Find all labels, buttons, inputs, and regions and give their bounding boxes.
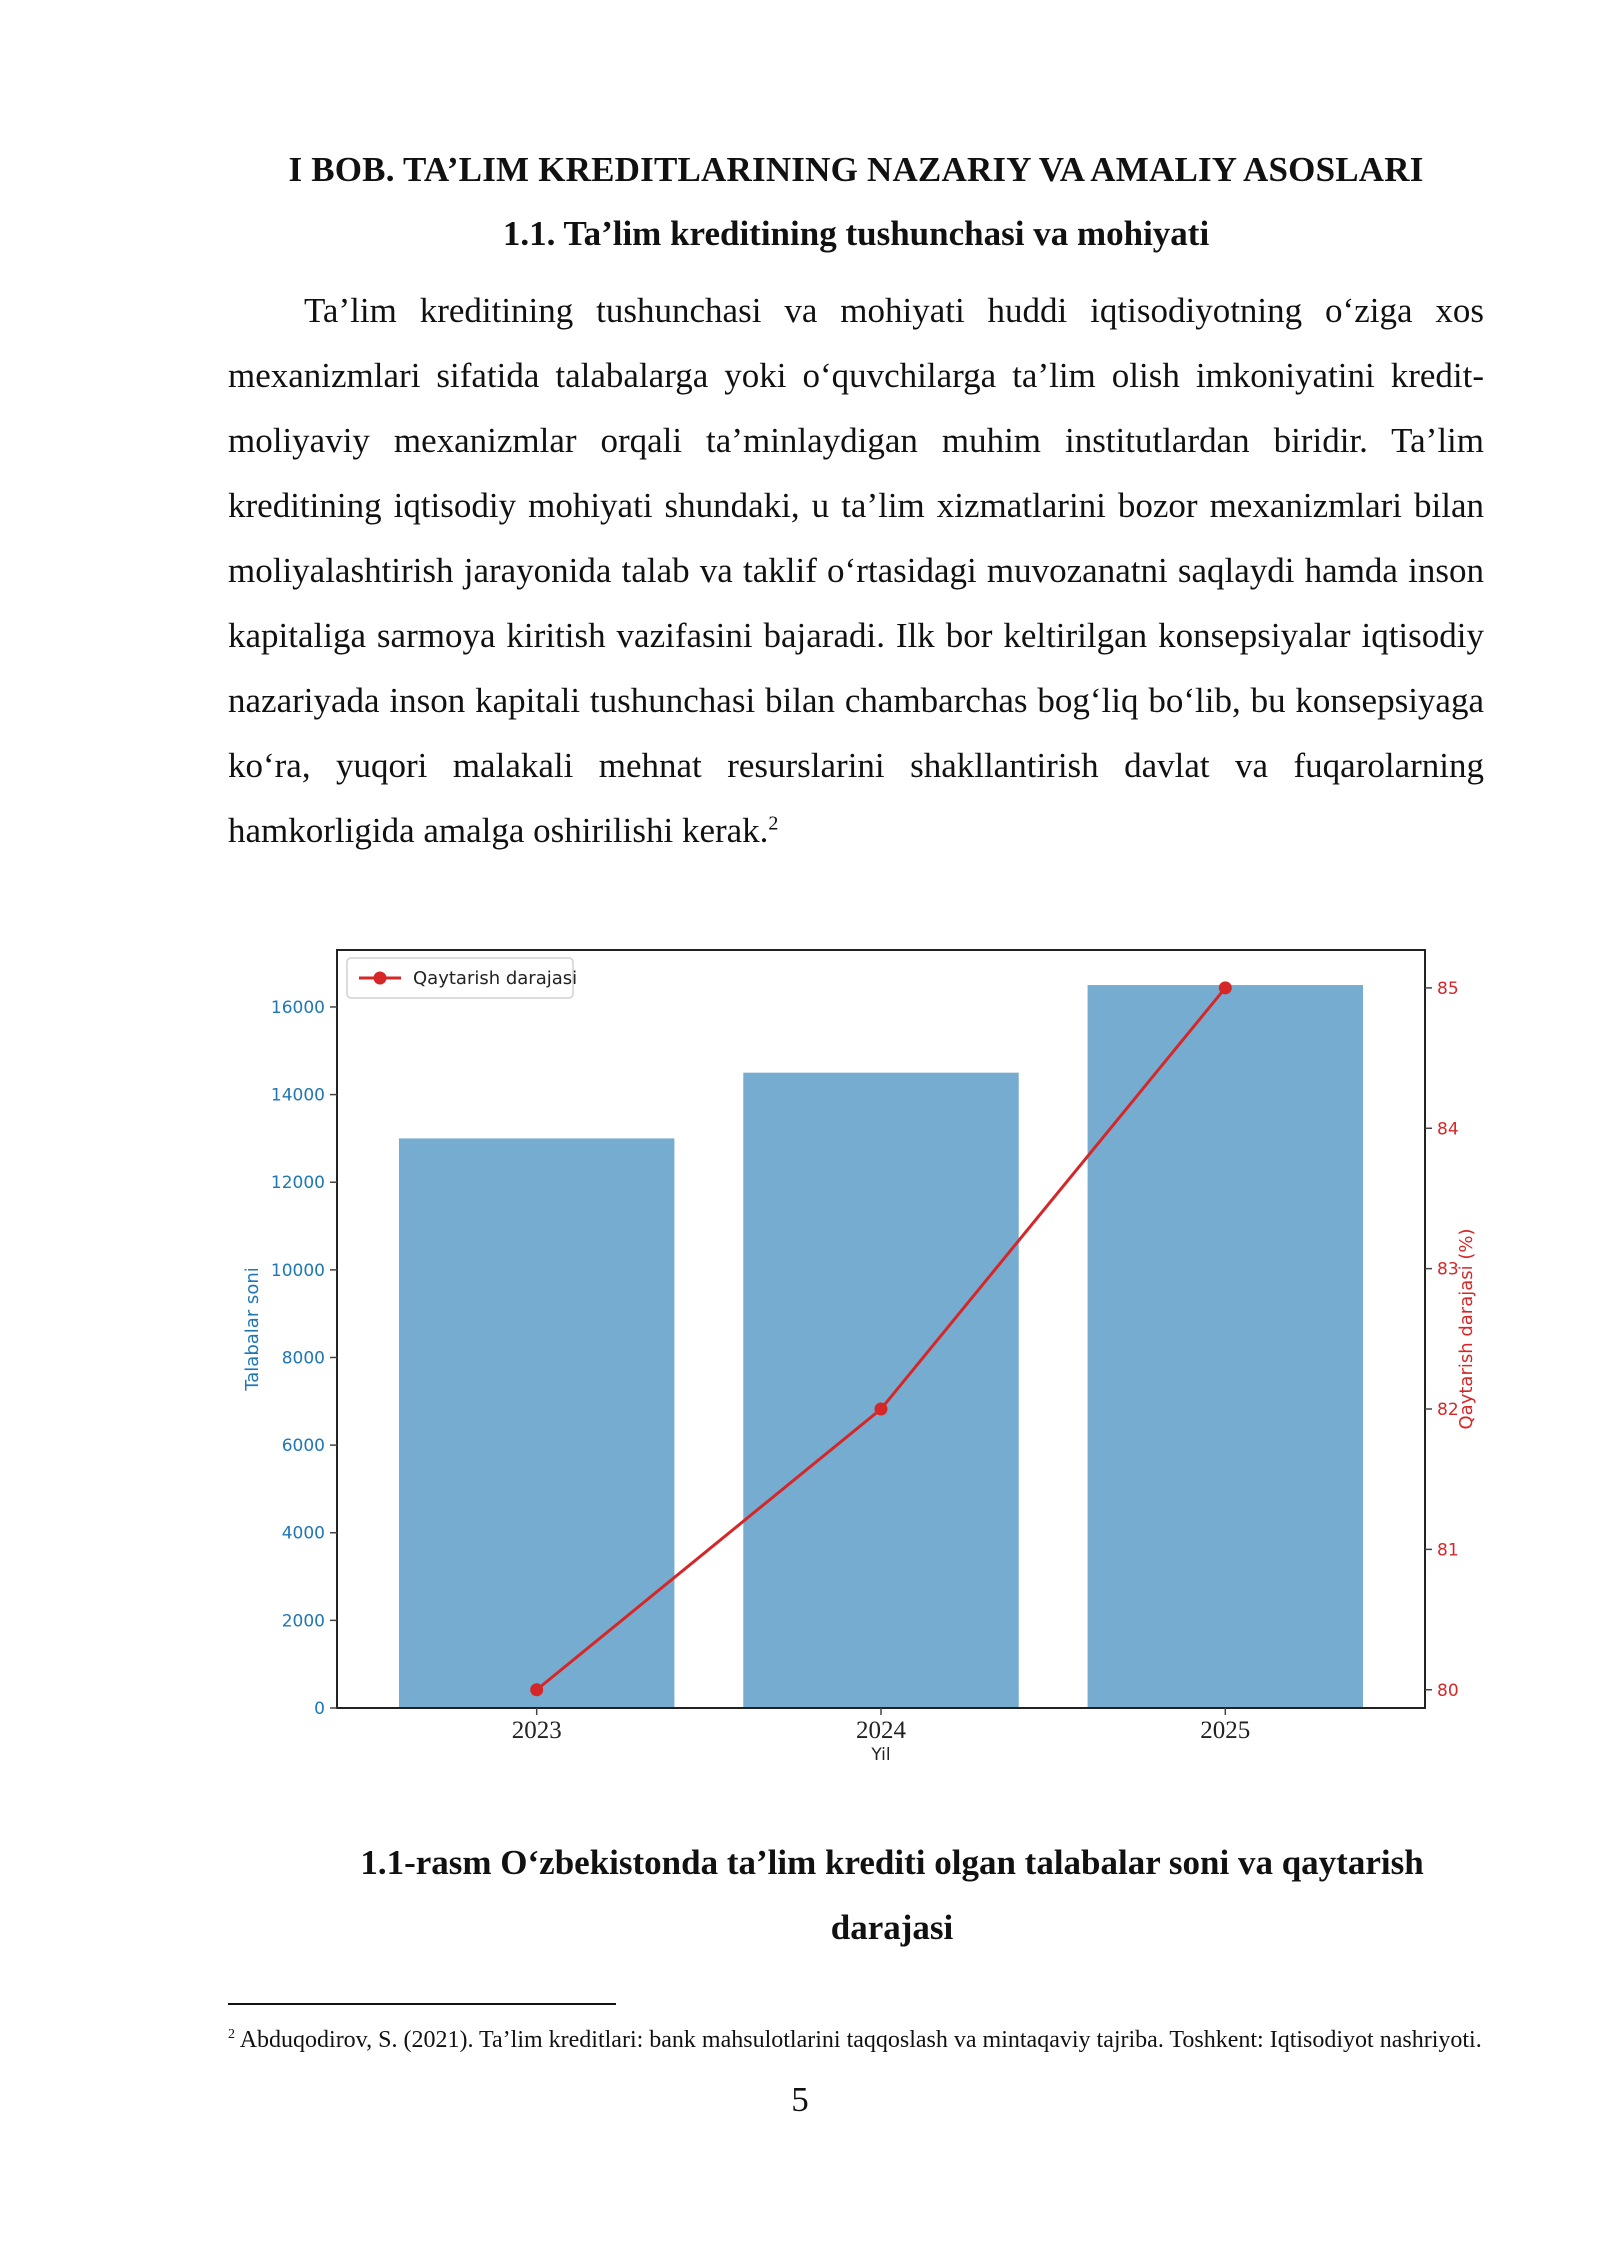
paragraph-text: Ta’lim kreditining tushunchasi va mohiyati huddi iqtisodiyotning o‘ziga xos mexanizmlari sifatida talabalarga yoki o‘quvchilarga ta’lim olish imkoniyatini kredit-moliyaviy mexanizmlar orqali ta’minlaydigan muhim institutlardan biridir. Ta’lim kreditining iqtisodiy mohiyati shundaki, u ta’lim xizmatlarini bozor mexanizmlari bilan moliyalashtirish jarayonida talab va taklif o‘rtasidagi muvozanatni saqlaydi hamda inson kapitaliga sarmoya kiritish vazifasini bajaradi. Ilk bor keltirilgan konsepsiyalar iqtisodiy nazariyada inson kapitali tushunchasi bilan chambarchas bog‘liq bo‘lib, bu konsepsiyaga ko‘ra, yuqori malakali mehnat resurslarini shakllantirish davlat va fuqarolarning hamkorligida amalga oshirilishi kerak. <box>228 291 1484 850</box>
page-number: 5 <box>791 2080 809 2119</box>
y-right-tick-label: 83 <box>1437 1259 1459 1280</box>
bar-2024 <box>743 1073 1018 1708</box>
y-left-tick-label: 6000 <box>281 1436 325 1457</box>
bar-2023 <box>399 1138 674 1708</box>
chapter-title: I BOB. TA’LIM KREDITLARINING NAZARIY VA AMALIY ASOSLARI <box>288 150 1424 189</box>
x-tick-label: 2023 <box>511 1717 562 1744</box>
legend-marker <box>374 972 387 985</box>
y-right-tick-label: 80 <box>1437 1680 1459 1701</box>
footnote-reference: 2 <box>768 812 779 835</box>
line-point-2024 <box>875 1403 888 1416</box>
section-title: 1.1. Ta’lim kreditining tushunchasi va mohiyati <box>502 214 1210 253</box>
bar-line-chart <box>228 940 1484 1790</box>
y-left-tick-label: 12000 <box>270 1173 325 1194</box>
footnote <box>228 2020 1484 2055</box>
y-right-tick-label: 85 <box>1437 978 1459 999</box>
x-tick-label: 2024 <box>856 1717 906 1744</box>
y-right-axis-label: Qaytarish darajasi (%) <box>1456 1228 1477 1430</box>
line-point-2023 <box>530 1683 543 1696</box>
footnote-divider <box>228 2003 616 2005</box>
x-tick-label: 2025 <box>1200 1717 1251 1744</box>
footnote-mark: 2 <box>228 2027 235 2042</box>
y-left-tick-label: 8000 <box>281 1348 325 1369</box>
y-right-tick-label: 82 <box>1437 1400 1459 1421</box>
y-left-tick-label: 16000 <box>270 997 325 1018</box>
y-left-axis-label: Talabalar soni <box>242 1267 263 1391</box>
body-paragraph <box>228 278 1484 863</box>
y-left-tick-label: 2000 <box>281 1611 325 1632</box>
y-left-tick-label: 4000 <box>281 1523 325 1544</box>
line-point-2025 <box>1219 981 1232 994</box>
x-axis-label: Yil <box>871 1745 891 1765</box>
legend-label: Qaytarish darajasi <box>413 968 578 989</box>
y-right-tick-label: 81 <box>1437 1540 1459 1561</box>
y-right-tick-label: 84 <box>1437 1119 1459 1140</box>
figure-caption: 1.1-rasm O‘zbekistonda ta’lim krediti olgan talabalar soni va qaytarish darajasi <box>360 1843 1424 1947</box>
y-left-tick-label: 0 <box>314 1699 325 1719</box>
y-left-tick-label: 14000 <box>270 1085 325 1106</box>
bar-2025 <box>1088 985 1363 1708</box>
footnote-text: Abduqodirov, S. (2021). Ta’lim kreditlari: bank mahsulotlarini taqqoslash va mintaqaviy tajriba. Toshkent: Iqtisodiyot nashriyoti. <box>239 2027 1482 2053</box>
y-left-tick-label: 10000 <box>270 1260 325 1281</box>
